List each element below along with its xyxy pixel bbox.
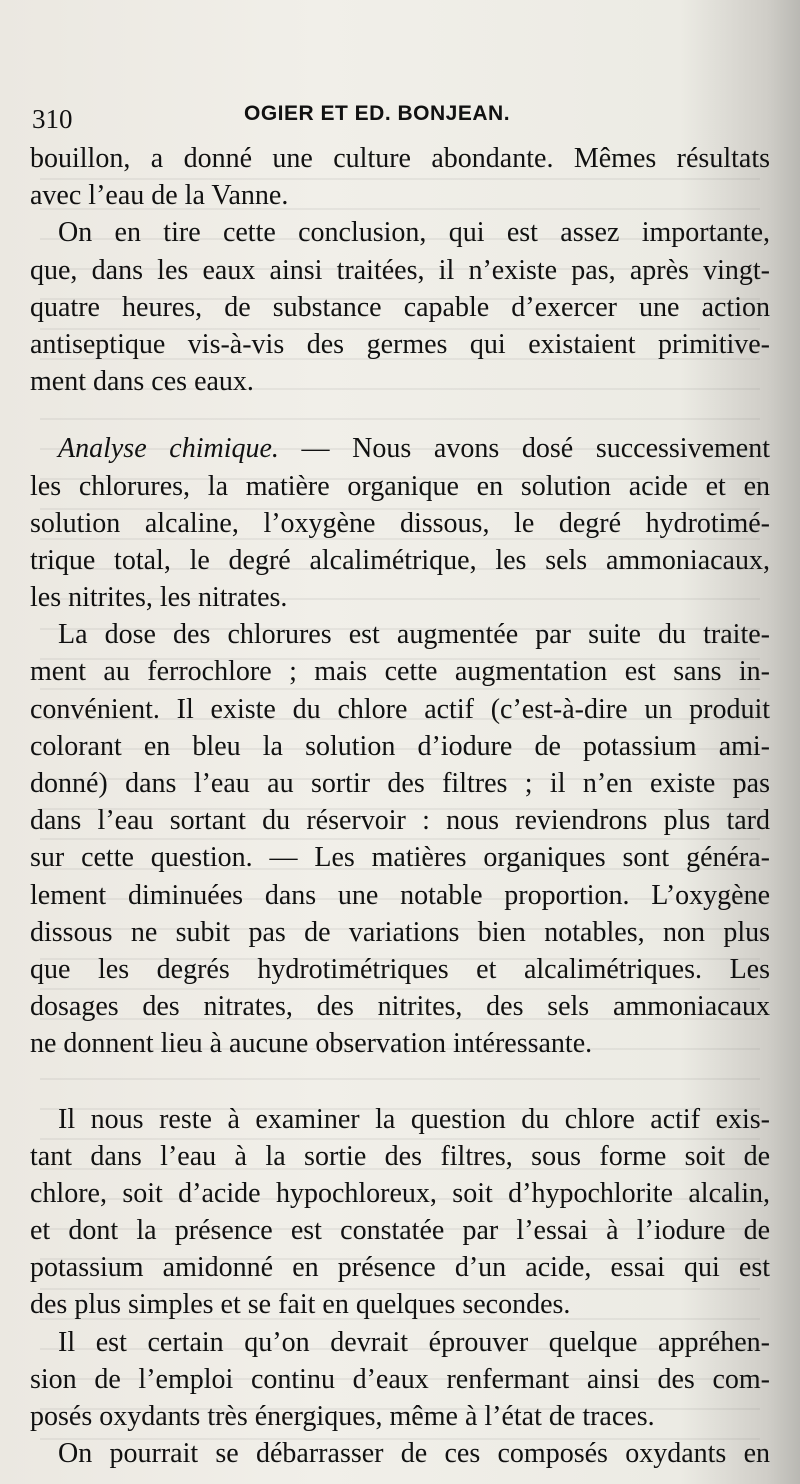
text-line: bouillon, a donné une culture abondante. Mêmes résultats (30, 143, 770, 174)
text-line: dans l’eau sortant du réservoir : nous reviendrons plus tard (30, 805, 770, 837)
text-line: les chlorures, la matière organique en solution acide et en (30, 470, 770, 502)
text-line: antiseptique vis-à-vis des germes qui existaient primitive- (30, 328, 770, 360)
paragraph-gap (30, 400, 770, 430)
text-line: sion de l’emploi continu d’eaux renfermant ainsi des com- (30, 1363, 770, 1395)
text-line: Il nous reste à examiner la question du chlore actif exis- (58, 1103, 770, 1135)
text-line: ment au ferrochlore ; mais cette augmentation est sans in- (30, 656, 770, 688)
text-line-rest: — Nous avons dosé successivement (278, 433, 770, 465)
text-line: potassium amidonné en présence d’un acide, essai qui est (30, 1252, 770, 1284)
text-line: sur cette question. — Les matières organiques sont généra- (30, 842, 770, 874)
text-line: les nitrites, les nitrates. (30, 582, 288, 614)
text-line: ment dans ces eaux. (30, 366, 254, 398)
text-line: tant dans l’eau à la sortie des filtres, sous forme soit de (30, 1140, 770, 1172)
text-line: colorant en bleu la solution d’iodure de potassium ami- (30, 730, 770, 762)
text-line: dosages des nitrates, des nitrites, des sels ammoniacaux (30, 991, 770, 1023)
page-header (32, 98, 760, 138)
page-number: 310 (32, 104, 73, 134)
text-line: posés oxydants très énergiques, même à l’état de traces. (30, 1401, 655, 1432)
text-line: On pourrait se débarrasser de ces composés oxydants en (58, 1438, 770, 1470)
text-line: quatre heures, de substance capable d’exercer une action (30, 291, 770, 323)
text-line: convénient. Il existe du chlore actif (c’est-à-dire un produit (30, 693, 770, 725)
text-line: donné) dans l’eau au sortir des filtres ; il n’en existe pas (30, 768, 770, 799)
text-line: chlore, soit d’acide hypochloreux, soit d’hypochlorite alcalin, (30, 1177, 770, 1209)
text-line: dissous ne subit pas de variations bien notables, non plus (30, 916, 770, 948)
text-line (30, 430, 770, 467)
text-line: On en tire cette conclusion, qui est assez importante, (58, 217, 770, 249)
text-line: Il est certain qu’on devrait éprouver quelque appréhen- (58, 1326, 770, 1358)
paragraph-gap (30, 1063, 770, 1101)
text-line: trique total, le degré alcalimétrique, les sels ammoniacaux, (30, 544, 770, 576)
text-line: lement diminuées dans une notable proportion. L’oxygène (30, 879, 770, 911)
text-line: solution alcaline, l’oxygène dissous, le degré hydrotimé- (30, 507, 770, 539)
text-line: et dont la présence est constatée par l’essai à l’iodure de (30, 1215, 770, 1247)
text-line: La dose des chlorures est augmentée par suite du traite- (58, 619, 770, 651)
text-line: ne donnent lieu à aucune observation intéressante. (30, 1028, 593, 1060)
text-line: que les degrés hydrotimétriques et alcalimétriques. Les (30, 953, 770, 985)
body-text (30, 140, 770, 1472)
running-head: OGIER ET ED. BONJEAN. (244, 102, 511, 125)
text-line: que, dans les eaux ainsi traitées, il n’existe pas, après vingt- (30, 254, 770, 286)
text-line: avec l’eau de la Vanne. (30, 180, 289, 212)
text-line: des plus simples et se fait en quelques secondes. (30, 1289, 571, 1321)
section-heading: Analyse chimique. (58, 433, 279, 465)
